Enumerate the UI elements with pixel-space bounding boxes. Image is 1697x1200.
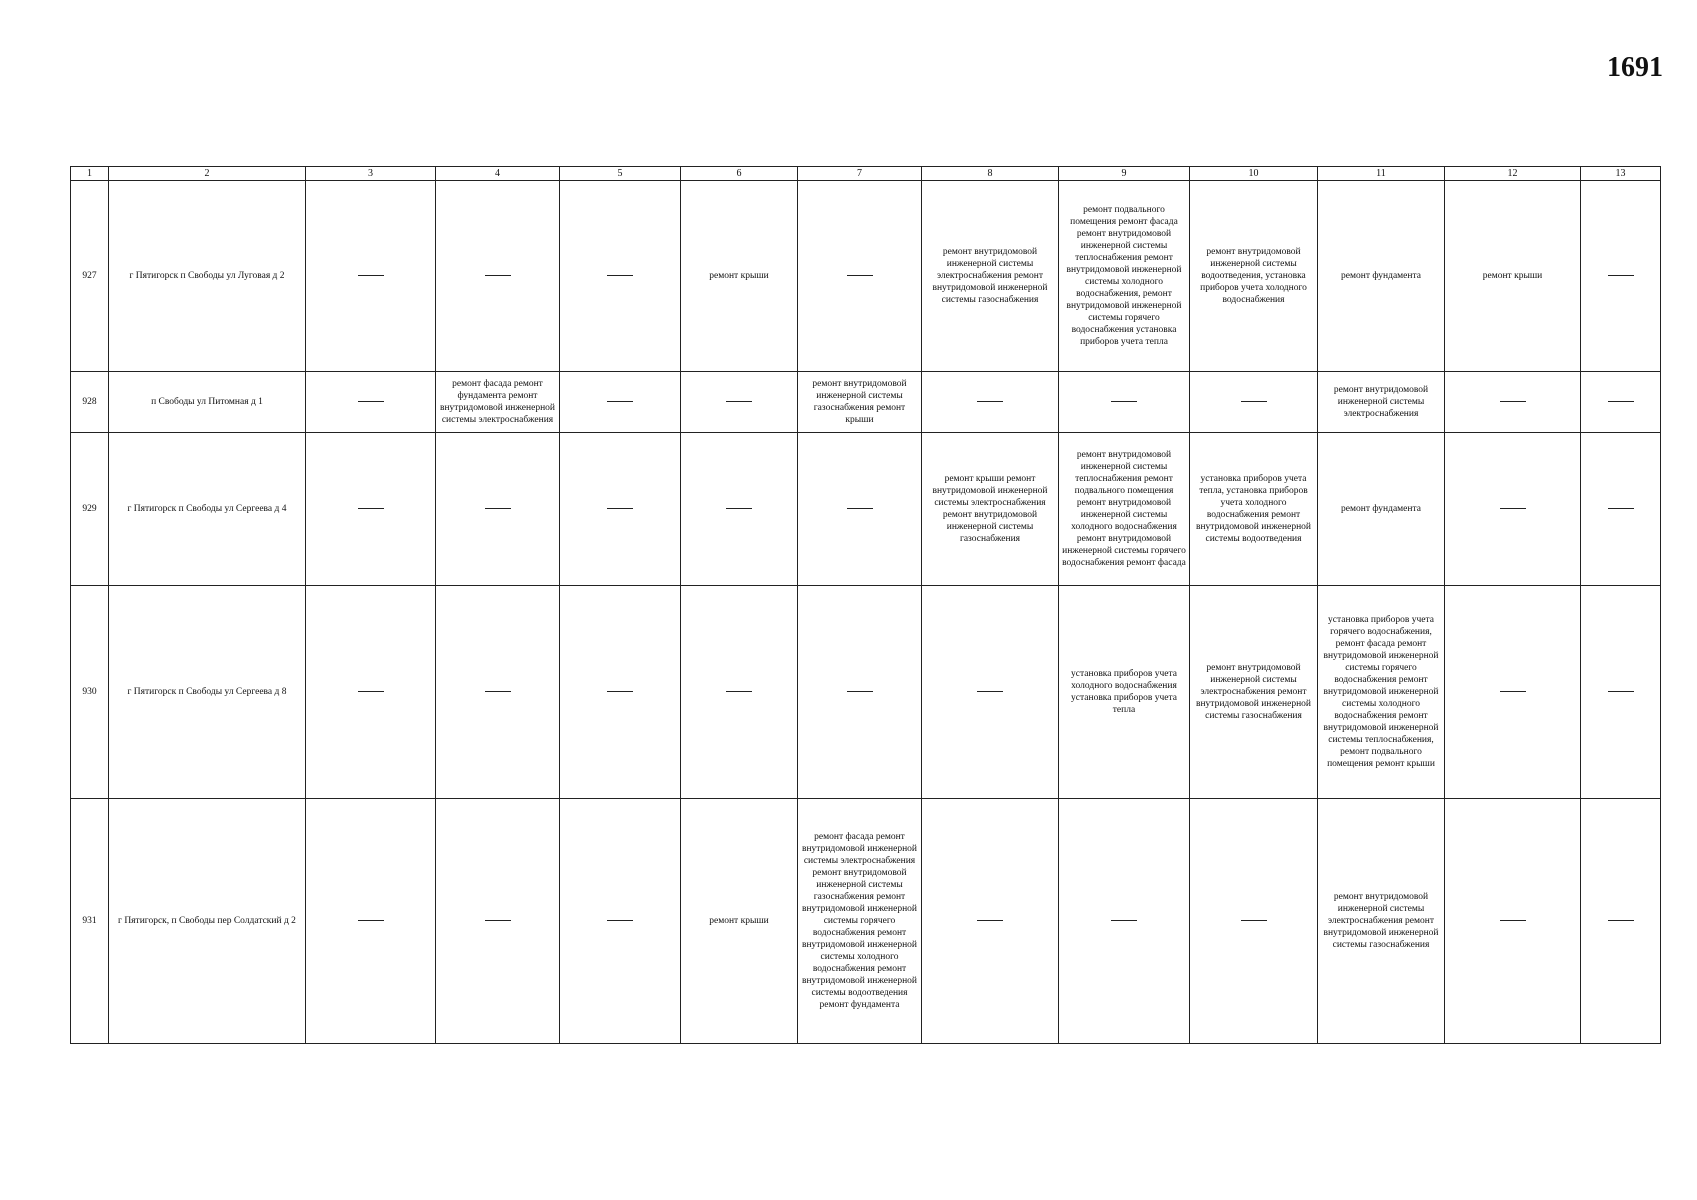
table-cell [681, 433, 798, 586]
address-cell: г Пятигорск п Свободы ул Сергеева д 4 [109, 433, 306, 586]
row-number: 930 [71, 586, 109, 799]
empty-dash [607, 508, 633, 509]
column-number: 2 [109, 167, 306, 181]
column-number: 1 [71, 167, 109, 181]
column-number: 7 [798, 167, 922, 181]
table-cell: ремонт внутридомовой инженерной системы теплоснабжения ремонт подвального помещения ремонт внутридомовой инженерной системы холодного водоснабжения ремонт внутридомовой инженерной системы горячего водоснабжения ремонт фасада [1059, 433, 1190, 586]
row-number: 927 [71, 181, 109, 372]
table-cell [306, 433, 436, 586]
table-cell [560, 181, 681, 372]
empty-dash [607, 920, 633, 921]
table-cell [798, 181, 922, 372]
table-cell [1059, 799, 1190, 1044]
table-cell [922, 799, 1059, 1044]
empty-dash [485, 920, 511, 921]
empty-dash [847, 508, 873, 509]
table-cell [306, 181, 436, 372]
column-number: 9 [1059, 167, 1190, 181]
table-cell [798, 586, 922, 799]
empty-dash [358, 401, 384, 402]
empty-dash [1608, 508, 1634, 509]
table-cell [1445, 372, 1581, 433]
table-row [71, 372, 1661, 433]
table-cell [436, 586, 560, 799]
table-cell [436, 433, 560, 586]
address-cell: п Свободы ул Питомная д 1 [109, 372, 306, 433]
table-cell: установка приборов учета тепла, установка приборов учета холодного водоснабжения ремонт внутридомовой инженерной системы водоотведения [1190, 433, 1318, 586]
table-cell: ремонт внутридомовой инженерной системы электроснабжения ремонт внутридомовой инженерной системы газоснабжения [922, 181, 1059, 372]
table-cell [681, 586, 798, 799]
table-cell [560, 433, 681, 586]
table-cell [1581, 433, 1661, 586]
page-number: 1691 [1607, 52, 1663, 83]
column-number: 13 [1581, 167, 1661, 181]
table-cell: ремонт крыши [1445, 181, 1581, 372]
row-number: 931 [71, 799, 109, 1044]
table-cell [306, 799, 436, 1044]
empty-dash [1608, 401, 1634, 402]
table-cell [306, 372, 436, 433]
table-cell: ремонт внутридомовой инженерной системы электроснабжения ремонт внутридомовой инженерной системы газоснабжения [1318, 799, 1445, 1044]
table-cell: ремонт фасада ремонт фундамента ремонт внутридомовой инженерной системы электроснабжения [436, 372, 560, 433]
column-number: 6 [681, 167, 798, 181]
table-cell [1059, 372, 1190, 433]
empty-dash [1111, 920, 1137, 921]
empty-dash [1500, 508, 1526, 509]
empty-dash [726, 508, 752, 509]
empty-dash [977, 691, 1003, 692]
empty-dash [607, 275, 633, 276]
column-number: 12 [1445, 167, 1581, 181]
table-cell [681, 372, 798, 433]
table-cell [560, 586, 681, 799]
empty-dash [1111, 401, 1137, 402]
row-number: 928 [71, 372, 109, 433]
column-number: 10 [1190, 167, 1318, 181]
table-row [71, 433, 1661, 586]
empty-dash [726, 691, 752, 692]
header-row [71, 167, 1661, 181]
table-cell: установка приборов учета холодного водоснабжения установка приборов учета тепла [1059, 586, 1190, 799]
column-number: 4 [436, 167, 560, 181]
table-cell: установка приборов учета горячего водоснабжения, ремонт фасада ремонт внутридомовой инженерной системы горячего водоснабжения ремонт внутридомовой инженерной системы холодного водоснабжения ремонт внутридомовой инженерной системы теплоснабжения, ремонт подвального помещения ремонт крыши [1318, 586, 1445, 799]
table-row [71, 181, 1661, 372]
empty-dash [1608, 691, 1634, 692]
empty-dash [485, 508, 511, 509]
empty-dash [1500, 401, 1526, 402]
empty-dash [977, 920, 1003, 921]
table-cell [560, 372, 681, 433]
table-cell [1445, 799, 1581, 1044]
address-cell: г Пятигорск п Свободы ул Сергеева д 8 [109, 586, 306, 799]
empty-dash [977, 401, 1003, 402]
address-cell: г Пятигорск, п Свободы пер Солдатский д 2 [109, 799, 306, 1044]
table-cell [1445, 433, 1581, 586]
empty-dash [1608, 275, 1634, 276]
empty-dash [1241, 401, 1267, 402]
table-cell: ремонт крыши [681, 799, 798, 1044]
table-cell: ремонт фасада ремонт внутридомовой инженерной системы электроснабжения ремонт внутридомовой инженерной системы газоснабжения ремонт внутридомовой инженерной системы горячего водоснабжения ремонт внутридомовой инженерной системы холодного водоснабжения ремонт внутридомовой инженерной системы водоотведения ремонт фундамента [798, 799, 922, 1044]
table-cell: ремонт фундамента [1318, 433, 1445, 586]
table-cell: ремонт крыши [681, 181, 798, 372]
address-cell: г Пятигорск п Свободы ул Луговая д 2 [109, 181, 306, 372]
table-cell [436, 181, 560, 372]
table-cell [1445, 586, 1581, 799]
table-cell [1581, 181, 1661, 372]
column-number: 11 [1318, 167, 1445, 181]
row-number: 929 [71, 433, 109, 586]
table-cell [1581, 586, 1661, 799]
table-cell: ремонт фундамента [1318, 181, 1445, 372]
empty-dash [358, 691, 384, 692]
table-cell [922, 372, 1059, 433]
empty-dash [485, 275, 511, 276]
table-cell: ремонт подвального помещения ремонт фасада ремонт внутридомовой инженерной системы теплоснабжения ремонт внутридомовой инженерной системы холодного водоснабжения, ремонт внутридомовой инженерной системы горячего водоснабжения установка приборов учета тепла [1059, 181, 1190, 372]
empty-dash [847, 691, 873, 692]
empty-dash [1500, 920, 1526, 921]
empty-dash [358, 508, 384, 509]
empty-dash [1500, 691, 1526, 692]
empty-dash [358, 920, 384, 921]
column-number: 5 [560, 167, 681, 181]
empty-dash [485, 691, 511, 692]
table-cell [306, 586, 436, 799]
table-cell: ремонт крыши ремонт внутридомовой инженерной системы электроснабжения ремонт внутридомовой инженерной системы газоснабжения [922, 433, 1059, 586]
empty-dash [358, 275, 384, 276]
empty-dash [1241, 920, 1267, 921]
table-cell [922, 586, 1059, 799]
table-cell [1190, 372, 1318, 433]
table-cell: ремонт внутридомовой инженерной системы электроснабжения ремонт внутридомовой инженерной системы газоснабжения [1190, 586, 1318, 799]
column-number: 8 [922, 167, 1059, 181]
table-cell [560, 799, 681, 1044]
table-cell [1581, 372, 1661, 433]
table-cell [1190, 799, 1318, 1044]
table-row [71, 799, 1661, 1044]
table-cell [1581, 799, 1661, 1044]
table-cell [798, 433, 922, 586]
table-cell [436, 799, 560, 1044]
table-cell: ремонт внутридомовой инженерной системы газоснабжения ремонт крыши [798, 372, 922, 433]
table-cell: ремонт внутридомовой инженерной системы электроснабжения [1318, 372, 1445, 433]
empty-dash [607, 401, 633, 402]
empty-dash [607, 691, 633, 692]
empty-dash [847, 275, 873, 276]
repair-schedule-table [70, 166, 1661, 1044]
empty-dash [726, 401, 752, 402]
empty-dash [1608, 920, 1634, 921]
column-number: 3 [306, 167, 436, 181]
table-row [71, 586, 1661, 799]
table-cell: ремонт внутридомовой инженерной системы водоотведения, установка приборов учета холодного водоснабжения [1190, 181, 1318, 372]
